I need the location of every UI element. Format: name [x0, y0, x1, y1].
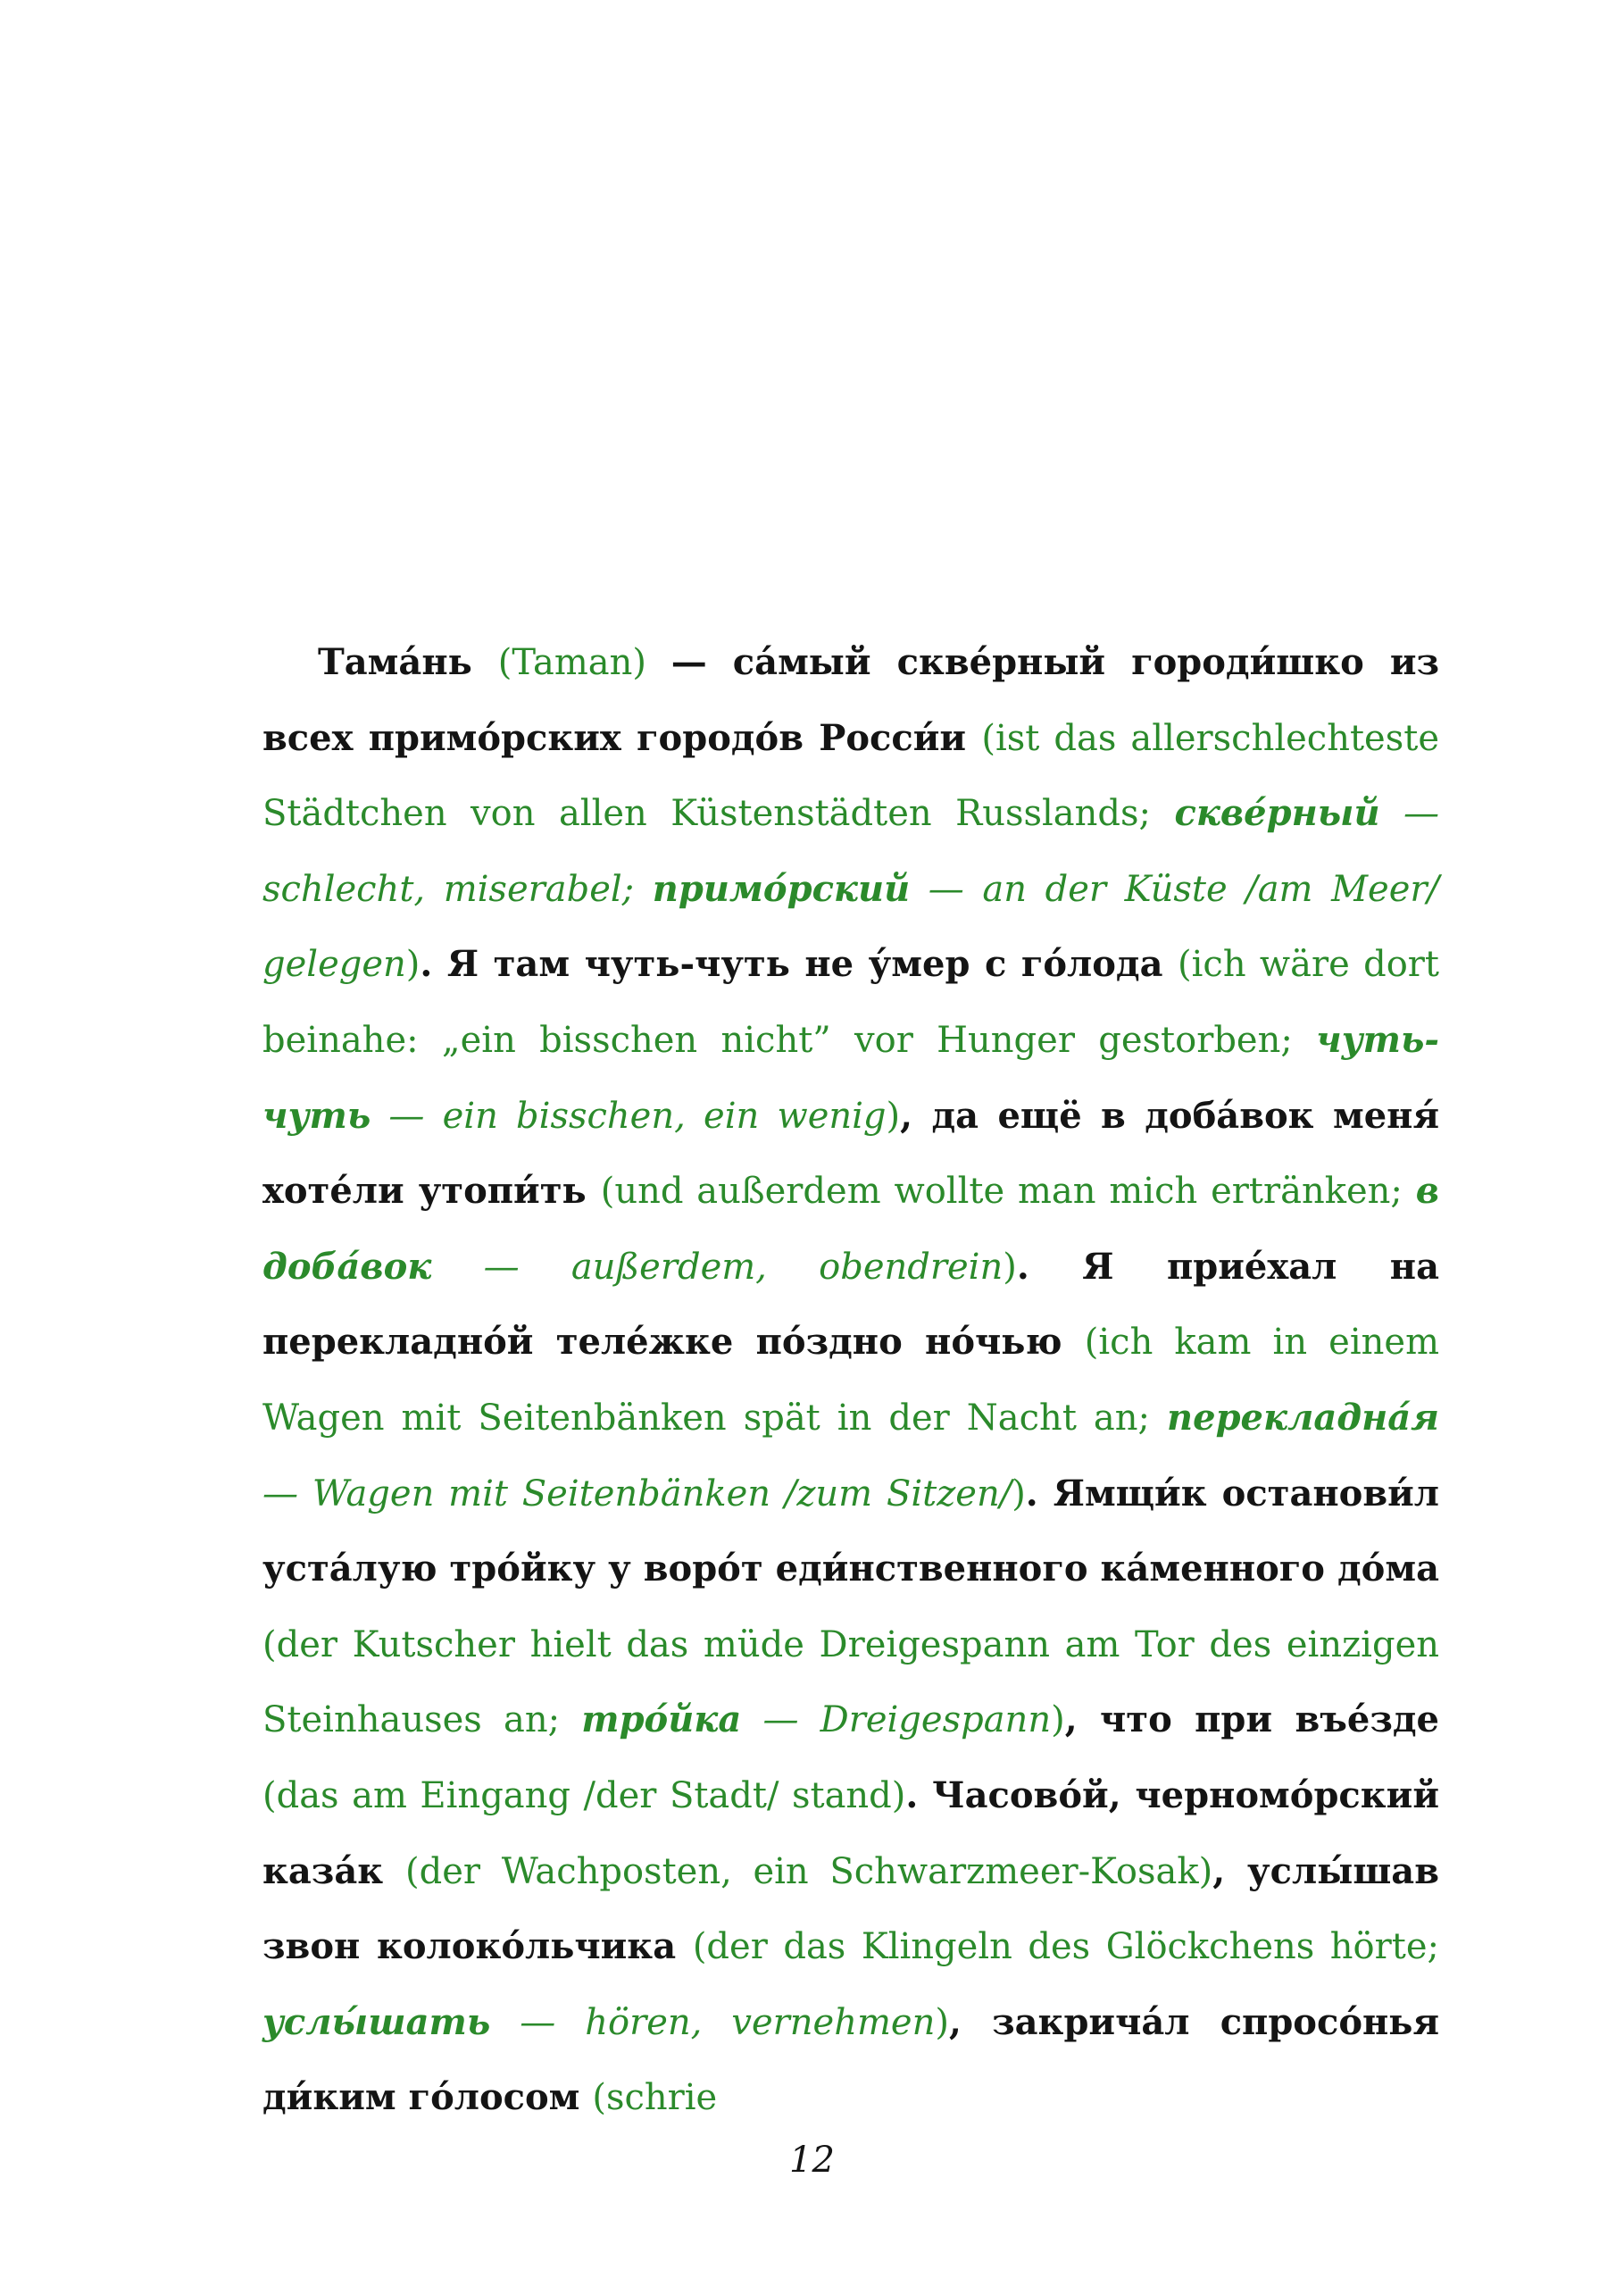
russian-text: , да ещё в доба́вок меня́ хоте́ли утопи́ть [262, 1094, 1439, 1213]
text-block [262, 625, 1439, 2136]
german-gloss: — Wagen mit Seitenbänken /zum Sitzen/ [262, 1473, 1012, 1514]
german-translation: (das am Eingang /der Stadt/ stand) [262, 1774, 906, 1816]
german-translation: (ist das allerschlechteste Städtchen von allen Küstenstädten Russlands; [262, 717, 1439, 835]
german-gloss: — ein bisschen, ein wenig [371, 1095, 887, 1137]
german-translation: ) [1012, 1473, 1026, 1514]
page-number: 12 [789, 2140, 835, 2181]
german-translation: ) [935, 2001, 949, 2043]
russian-gloss-term: перекладна́я [1167, 1396, 1439, 1439]
german-translation: (ich kam in einem Wagen mit Seitenbänken spät in der Nacht an; [262, 1322, 1439, 1439]
german-translation: ) [1051, 1699, 1065, 1741]
russian-gloss-term: услы́шать [262, 2000, 491, 2043]
russian-text: , услы́шав звон колоко́льчика [262, 1849, 1440, 1968]
german-translation: ) [886, 1095, 901, 1137]
german-translation: (ich wäre dort beinahe: „ein bisschen nicht” vor Hunger gestorben; [262, 944, 1439, 1061]
russian-text: , что при въе́зде [1064, 1698, 1440, 1741]
german-gloss: — außerdem, obendrein [431, 1246, 1004, 1288]
german-translation: (der Kutscher hielt das müde Dreigespann am Tor des einzigen Steinhauses an; [262, 1623, 1439, 1741]
russian-text: . Я там чуть-чуть не у́мер с го́лода [420, 943, 1178, 986]
russian-text: . Ямщи́к останови́л уста́лую тро́йку у воро́т еди́нственного ка́менного до́ма [262, 1472, 1439, 1590]
russian-gloss-term: в доба́вок [262, 1170, 1439, 1288]
german-translation: (schrie [592, 2077, 718, 2119]
german-translation: ) [1003, 1246, 1017, 1288]
russian-gloss-term: тро́йка [581, 1698, 742, 1741]
russian-text: . Я прие́хал на перекладно́й теле́жке по́здно но́чью [262, 1245, 1439, 1364]
german-gloss: — an der Küste /am Meer/ gelegen [262, 868, 1439, 986]
russian-text: — са́мый скве́рный городи́шко из всех примо́рских городо́в Росси́и [262, 641, 1440, 759]
russian-gloss-term: примо́рский [652, 867, 911, 910]
russian-text: Тама́нь [318, 641, 498, 683]
german-translation: (der das Klingeln des Glöckchens hörte; [692, 1926, 1439, 1968]
russian-text: , закрича́л спросо́нья ди́ким го́лосом [262, 2000, 1439, 2119]
german-gloss: — schlecht, miserabel; [262, 793, 1439, 910]
bilingual-paragraph [262, 625, 1439, 2136]
german-translation: ) [405, 944, 421, 986]
german-translation: (der Wachposten, ein Schwarzmeer-Kosak) [405, 1850, 1213, 1892]
german-gloss: — Dreigespann [741, 1699, 1052, 1741]
russian-gloss-term: чуть-чуть [262, 1018, 1439, 1137]
german-translation: (Taman) [497, 642, 671, 683]
russian-gloss-term: скве́рный [1174, 792, 1380, 835]
german-gloss: — hören, vernehmen [490, 2001, 936, 2043]
russian-text: . Часово́й, черномо́рский каза́к [262, 1773, 1439, 1892]
german-translation: (und außerdem wollte man mich ertränken; [600, 1171, 1416, 1213]
